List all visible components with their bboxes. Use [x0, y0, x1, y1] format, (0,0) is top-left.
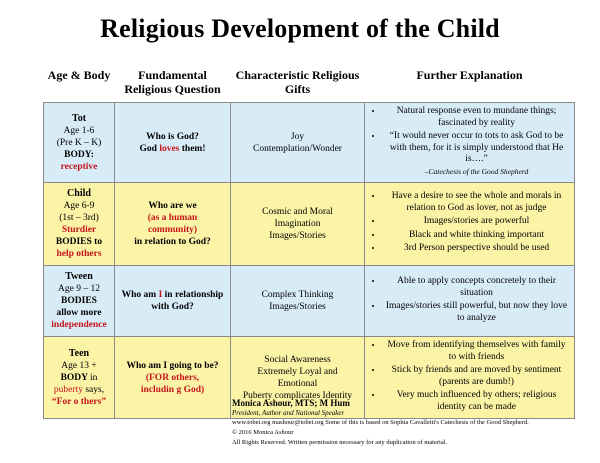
- header-question: Fundamental Religious Question: [124, 68, 221, 96]
- age-body-cell: [44, 183, 115, 266]
- citation: –Catechesis of the Good Shepherd: [424, 166, 529, 176]
- page-title: Religious Development of the Child: [100, 14, 500, 43]
- table-row-tween: [44, 266, 575, 337]
- table-row-child: [44, 183, 575, 266]
- footer: [232, 398, 592, 448]
- question-line: Who is God?: [146, 131, 199, 142]
- question-highlight: includin g God): [140, 384, 205, 395]
- stage-age: Age 1-6: [63, 125, 95, 136]
- question-highlight: loves: [159, 143, 180, 154]
- gift-item: Joy: [290, 131, 305, 142]
- body-line: puberty says,: [53, 384, 105, 395]
- question-line: Who am I in relationship: [121, 290, 224, 300]
- explanation-item: • Move from identifying themselves with family to with friends: [383, 340, 570, 363]
- explanation-item: • Black and white thinking important: [383, 230, 570, 242]
- stage-age: Age 13 +: [61, 360, 97, 371]
- body-desc: independence: [51, 320, 107, 330]
- footer-source: www.tobet.org mashour@tobet.org Some of this is based on Sophia Cavalletti's Catechesis of the Good Shepherd.: [232, 419, 529, 426]
- body-desc: “For o thers”: [51, 396, 107, 407]
- question-highlight: (as a human: [147, 213, 198, 223]
- gift-item: Images/Stories: [269, 302, 326, 312]
- stage-name: Teen: [68, 347, 90, 359]
- question-cell: [115, 266, 231, 337]
- footer-rights: All Rights Reserved. Written permission necessary for any duplication of material.: [232, 439, 448, 446]
- explanation-cell: [365, 183, 575, 266]
- gifts-cell: [231, 103, 365, 183]
- age-body-cell: [44, 337, 115, 419]
- body-label: BODY in: [60, 372, 98, 383]
- body-label: BODY:: [64, 149, 94, 160]
- gift-item: Emotional: [277, 378, 318, 389]
- body-desc: receptive: [60, 161, 98, 172]
- stage-name: Tween: [65, 271, 93, 282]
- table-row-tot: [44, 103, 575, 183]
- question-highlight: community): [147, 225, 198, 235]
- gift-item: Images/Stories: [269, 231, 326, 241]
- age-body-cell: [44, 103, 115, 183]
- gift-item: Contemplation/Wonder: [253, 143, 342, 154]
- explanation-cell: [365, 266, 575, 337]
- gift-item: Complex Thinking: [261, 290, 334, 300]
- gift-item: Social Awareness: [264, 354, 331, 365]
- explanation-cell: [365, 103, 575, 183]
- question-line: Who am I going to be?: [126, 360, 219, 371]
- body-highlight: Sturdier: [61, 225, 97, 235]
- question-line: in relation to God?: [134, 237, 211, 247]
- question-highlight: I: [158, 290, 163, 300]
- gift-item: Puberty complicates Identity: [242, 390, 353, 401]
- gift-item: Extremely Loyal and: [257, 366, 338, 377]
- explanation-item: • Very much influenced by others; religious identity can be made: [383, 390, 570, 413]
- question-line: Who are we: [148, 201, 197, 211]
- footer-author: Monica Ashour, MTS; M Hum: [232, 398, 350, 408]
- stage-age: Age 6-9: [63, 201, 95, 211]
- footer-role: President, Author and National Speaker: [232, 409, 345, 417]
- question-cell: [115, 183, 231, 266]
- explanation-item: • 3rd Person perspective should be used: [383, 243, 570, 255]
- explanation-item: • Images/stories are powerful: [383, 216, 570, 228]
- stage-grades: (1st – 3rd): [59, 213, 99, 223]
- stage-grades: (Pre K – K): [56, 137, 102, 148]
- body-label: BODIES to: [55, 237, 103, 247]
- stage-name: Child: [67, 188, 91, 199]
- header-row: [44, 66, 575, 103]
- development-table: [43, 66, 575, 419]
- gift-item: Cosmic and Moral: [262, 207, 333, 217]
- gifts-cell: [231, 266, 365, 337]
- footer-copyright: © 2016 Monica Ashour: [232, 429, 294, 436]
- explanation-item: • Images/stories still powerful, but now they love to analyze: [383, 301, 570, 324]
- explanation-item: • Natural response even to mundane things; fascinated by reality: [383, 106, 570, 129]
- explanation-item: • “It would never occur to tots to ask God to be with them, for it is simply understood that He is….”: [383, 131, 570, 166]
- question-line: with God?: [151, 302, 194, 312]
- header-age-body: Age & Body: [47, 68, 111, 82]
- question-highlight: (FOR others,: [145, 372, 200, 383]
- gift-item: Imagination: [274, 219, 321, 229]
- header-gifts: Characteristic Religious Gifts: [235, 68, 360, 96]
- gifts-cell: [231, 183, 365, 266]
- explanation-item: • Able to apply concepts concretely to their situation: [383, 276, 570, 299]
- body-label: BODIES: [61, 296, 97, 306]
- body-desc: help others: [56, 249, 102, 259]
- explanation-item: • Stick by friends and are moved by sentiment (parents are dumb!): [383, 365, 570, 388]
- question-line: God loves them!: [139, 143, 206, 154]
- stage-age: Age 9 – 12: [58, 284, 100, 294]
- explanation-item: • Have a desire to see the whole and morals in relation to God as lover, not as judge: [383, 191, 570, 214]
- question-cell: [115, 337, 231, 419]
- header-explanation: Further Explanation: [416, 68, 523, 82]
- question-cell: [115, 103, 231, 183]
- stage-name: Tot: [71, 112, 87, 124]
- body-mid: allow more: [56, 308, 102, 318]
- age-body-cell: [44, 266, 115, 337]
